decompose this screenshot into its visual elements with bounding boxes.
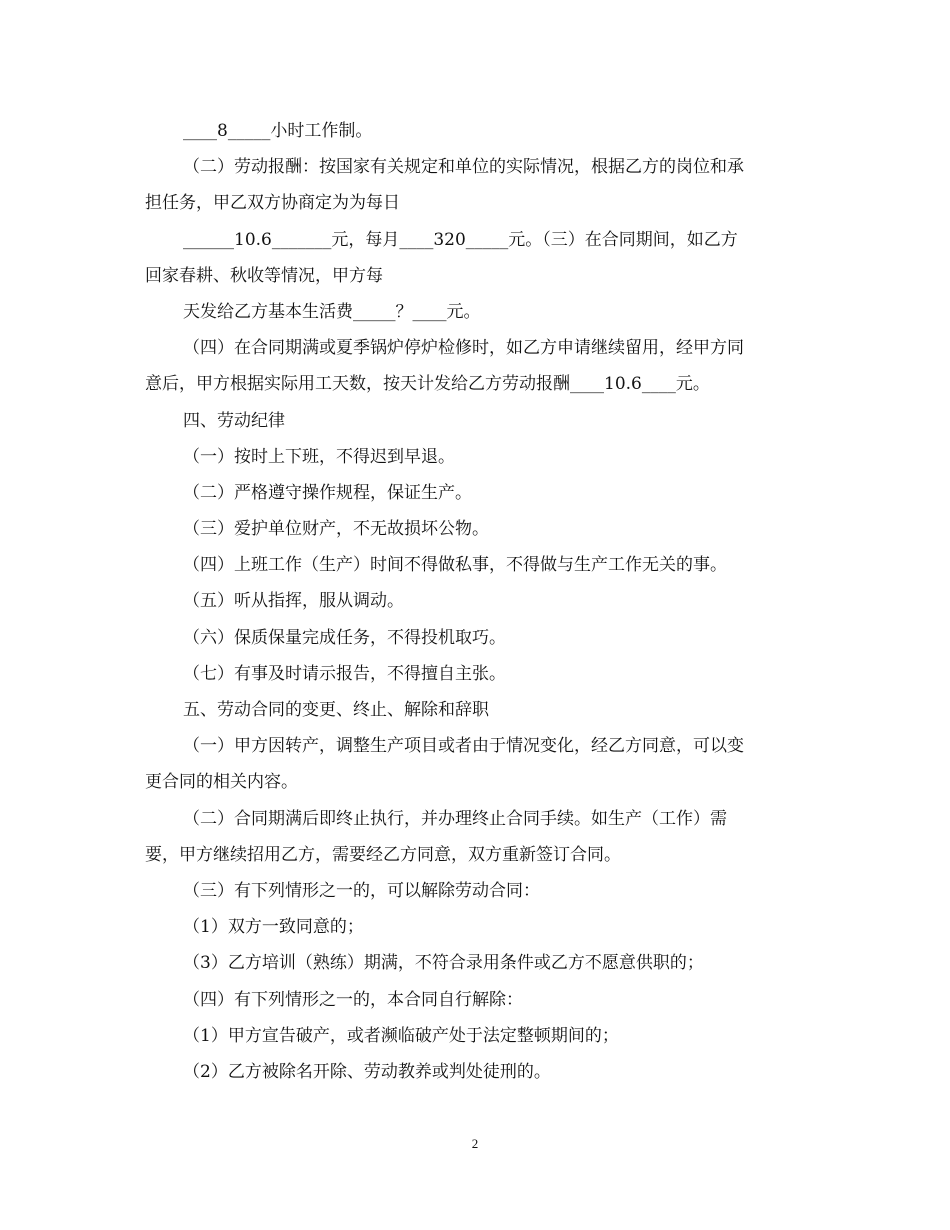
section-heading-labor-discipline: 四、劳动纪律 [183, 410, 285, 431]
text-line-15: （六）保质保量完成任务，不得投机取巧。 [183, 627, 506, 648]
text-line-26: （1）甲方宣告破产，或者濒临破产处于法定整顿期间的； [183, 1025, 619, 1046]
text-line-1: ____8_____小时工作制。 [183, 121, 373, 141]
section-heading-contract-changes: 五、劳动合同的变更、终止、解除和辞职 [183, 700, 489, 720]
text-line-24: （3）乙方培训（熟练）期满，不符合录用条件或乙方不愿意供职的； [183, 953, 704, 974]
text-line-6: 天发给乙方基本生活费_____？____元。 [183, 301, 481, 322]
text-line-14: （五）听从指挥，服从调动。 [183, 591, 404, 612]
text-line-4: ______10.6_______元，每月____320_____元。（三）在合同期间，如乙方 [183, 229, 738, 250]
text-line-27: （2）乙方被除名开除、劳动教养或判处徒刑的。 [183, 1061, 551, 1082]
text-line-20: （二）合同期满后即终止执行，并办理终止合同手续。如生产（工作）需 [183, 808, 727, 829]
text-line-10: （一）按时上下班，不得迟到早退。 [183, 446, 455, 467]
text-line-16: （七）有事及时请示报告，不得擅自主张。 [183, 663, 506, 684]
text-line-23: （1）双方一致同意的； [183, 917, 364, 938]
text-line-18: （一）甲方因转产，调整生产项目或者由于情况变化，经乙方同意，可以变 [183, 736, 744, 757]
text-line-11: （二）严格遵守操作规程，保证生产。 [183, 482, 472, 503]
text-line-19: 更合同的相关内容。 [145, 772, 298, 793]
text-line-25: （四）有下列情形之一的，本合同自行解除： [183, 989, 523, 1010]
page-number: 2 [471, 1136, 479, 1151]
document-body [145, 113, 810, 1090]
text-line-7: （四）在合同期满或夏季锅炉停炉检修时，如乙方申请继续留用，经甲方同 [183, 338, 744, 359]
text-line-2: （二）劳动报酬：按国家有关规定和单位的实际情况，根据乙方的岗位和承 [183, 157, 744, 178]
text-line-8: 意后，甲方根据实际用工天数，按天计发给乙方劳动报酬____10.6____元。 [145, 374, 710, 395]
text-line-21: 要，甲方继续招用乙方，需要经乙方同意，双方重新签订合同。 [145, 844, 621, 865]
text-line-22: （三）有下列情形之一的，可以解除劳动合同： [183, 880, 540, 901]
text-line-3: 担任务，甲乙双方协商定为为每日 [145, 193, 400, 214]
text-line-13: （四）上班工作（生产）时间不得做私事，不得做与生产工作无关的事。 [183, 555, 727, 576]
text-line-12: （三）爱护单位财产，不无故损坏公物。 [183, 519, 489, 540]
text-line-5: 回家春耕、秋收等情况，甲方每 [145, 265, 383, 286]
